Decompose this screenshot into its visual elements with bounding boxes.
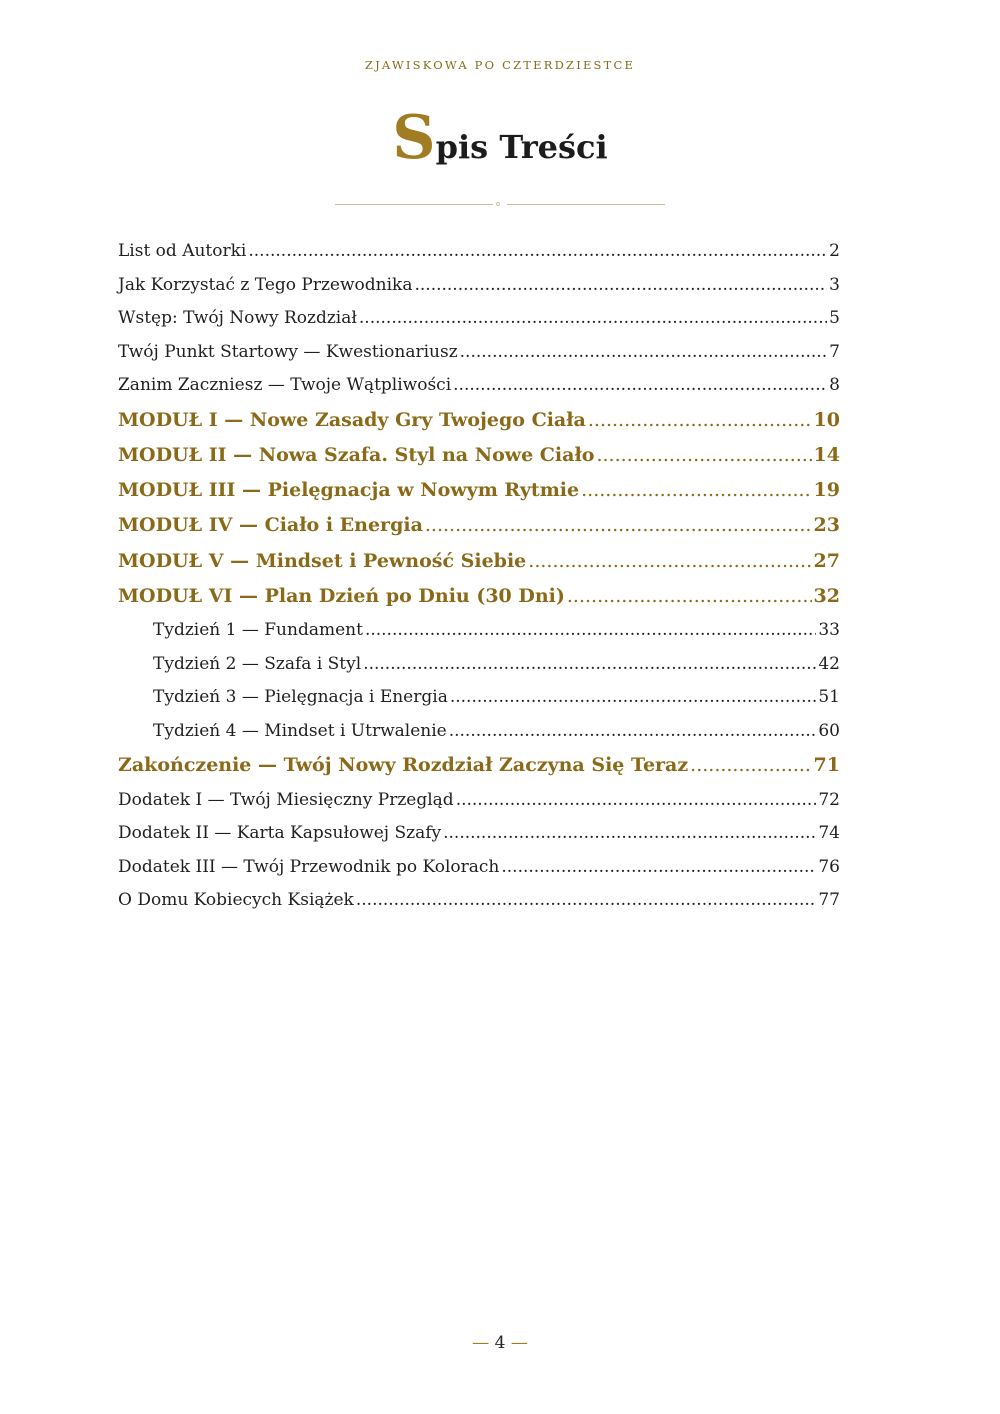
toc-entry-label: MODUŁ V — Mindset i Pewność Siebie (118, 549, 527, 572)
toc-dot-leader (460, 342, 828, 362)
toc-dot-leader (690, 754, 811, 776)
toc-entry[interactable] (118, 857, 840, 891)
toc-entry-label: Zakończenie — Twój Nowy Rozdział Zaczyna Się Teraz (118, 754, 689, 777)
toc-dot-leader (581, 479, 811, 501)
toc-dot-leader (248, 241, 827, 261)
toc-entry-sub[interactable] (118, 687, 840, 721)
toc-entry-label: Jak Korzystać z Tego Przewodnika (118, 274, 413, 295)
toc-entry-label: Tydzień 1 — Fundament (153, 620, 363, 641)
toc-entry-page: 51 (818, 687, 840, 708)
toc-entry-page: 72 (818, 789, 840, 810)
toc-entry-label: O Domu Kobiecych Książek (118, 890, 354, 911)
page-number-value: 4 (494, 1333, 506, 1353)
toc-entry-label: MODUŁ II — Nowa Szafa. Styl na Nowe Ciało (118, 443, 595, 466)
title-dropcap: S (392, 103, 436, 173)
toc-dot-leader (356, 890, 817, 910)
toc-dot-leader (363, 654, 816, 674)
toc-entry-label: Tydzień 4 — Mindset i Utrwalenie (153, 720, 447, 741)
divider-ornament-dot (496, 202, 500, 206)
toc-entry-sub[interactable] (118, 654, 840, 688)
toc-dot-leader (449, 721, 817, 741)
toc-entry-page: 32 (813, 584, 840, 607)
toc-entry-label: Dodatek II — Karta Kapsułowej Szafy (118, 823, 442, 844)
toc-entry-page: 8 (829, 375, 840, 395)
toc-dot-leader (501, 857, 816, 877)
toc-dot-leader (588, 409, 812, 431)
toc-entry-label: MODUŁ III — Pielęgnacja w Nowym Rytmie (118, 479, 580, 502)
toc-entry-page: 27 (813, 549, 840, 572)
toc-entry-label: Twój Punkt Startowy — Kwestionariusz (118, 341, 458, 362)
toc-entry-module[interactable] (118, 444, 840, 479)
toc-entry-label: List od Autorki (118, 241, 247, 261)
toc-entry-label: Dodatek I — Twój Miesięczny Przegląd (118, 789, 454, 810)
divider-line-right (507, 204, 665, 205)
toc-entry-label: Wstęp: Twój Nowy Rozdział (118, 308, 357, 328)
toc-entry-page: 5 (829, 308, 840, 328)
toc-entry-page: 77 (818, 890, 840, 911)
toc-entry-module[interactable] (118, 479, 840, 514)
page-number (0, 1333, 1000, 1353)
toc-entry-label: Tydzień 2 — Szafa i Styl (153, 653, 362, 674)
toc-entry-sub[interactable] (118, 721, 840, 755)
toc-entry-label: Dodatek III — Twój Przewodnik po Kolorach (118, 856, 500, 877)
toc-entry-module[interactable] (118, 585, 840, 620)
toc-entry-page: 42 (818, 653, 840, 674)
toc-dot-leader (414, 275, 827, 295)
toc-entry-module[interactable] (118, 514, 840, 549)
toc-entry[interactable] (118, 790, 840, 824)
toc-entry-label: MODUŁ IV — Ciało i Energia (118, 514, 423, 537)
toc-entry-sub[interactable] (118, 620, 840, 654)
toc-dot-leader (596, 444, 811, 466)
toc-entry-page: 10 (813, 408, 840, 431)
toc-entry-page: 71 (813, 754, 840, 777)
title-rest: pis Treści (435, 128, 608, 166)
toc-entry[interactable] (118, 342, 840, 376)
toc-entry[interactable] (118, 823, 840, 857)
toc-dot-leader (425, 514, 812, 536)
toc-entry-label: MODUŁ I — Nowe Zasady Gry Twojego Ciała (118, 408, 586, 431)
toc-entry-page: 2 (829, 241, 840, 261)
toc-entry[interactable] (118, 375, 840, 409)
toc-entry-page: 74 (818, 823, 840, 844)
toc-entry-module[interactable] (118, 754, 840, 789)
toc-dot-leader (528, 550, 811, 572)
toc-entry-label: MODUŁ VI — Plan Dzień po Dniu (30 Dni) (118, 584, 565, 607)
toc-dot-leader (456, 790, 817, 810)
title-divider (335, 199, 665, 209)
toc-dot-leader (453, 375, 827, 395)
toc-entry-module[interactable] (118, 409, 840, 444)
toc-dot-leader (443, 823, 816, 843)
toc-entry[interactable] (118, 241, 840, 275)
toc-entry-module[interactable] (118, 550, 840, 585)
table-of-contents (118, 241, 840, 924)
toc-entry-page: 33 (818, 620, 840, 641)
divider-line-left (335, 204, 493, 205)
toc-entry-label: Tydzień 3 — Pielęgnacja i Energia (153, 687, 448, 708)
running-header: ZJAWISKOWA PO CZTERDZIESTCE (364, 58, 636, 72)
toc-dot-leader (567, 585, 812, 607)
toc-dot-leader (450, 687, 817, 707)
page-number-dash-left: — (472, 1333, 490, 1353)
toc-entry-page: 60 (818, 720, 840, 741)
toc-entry-page: 19 (813, 479, 840, 502)
toc-entry[interactable] (118, 890, 840, 924)
toc-dot-leader (365, 620, 816, 640)
page-title (0, 103, 1000, 173)
page-number-dash-right: — (510, 1333, 528, 1353)
toc-dot-leader (359, 308, 827, 328)
toc-entry-page: 23 (813, 514, 840, 537)
toc-entry[interactable] (118, 275, 840, 309)
toc-entry[interactable] (118, 308, 840, 342)
toc-entry-page: 7 (829, 341, 840, 362)
toc-entry-page: 3 (829, 274, 840, 295)
toc-entry-label: Zanim Zaczniesz — Twoje Wątpliwości (118, 375, 452, 395)
toc-entry-page: 14 (813, 443, 840, 466)
toc-entry-page: 76 (818, 856, 840, 877)
